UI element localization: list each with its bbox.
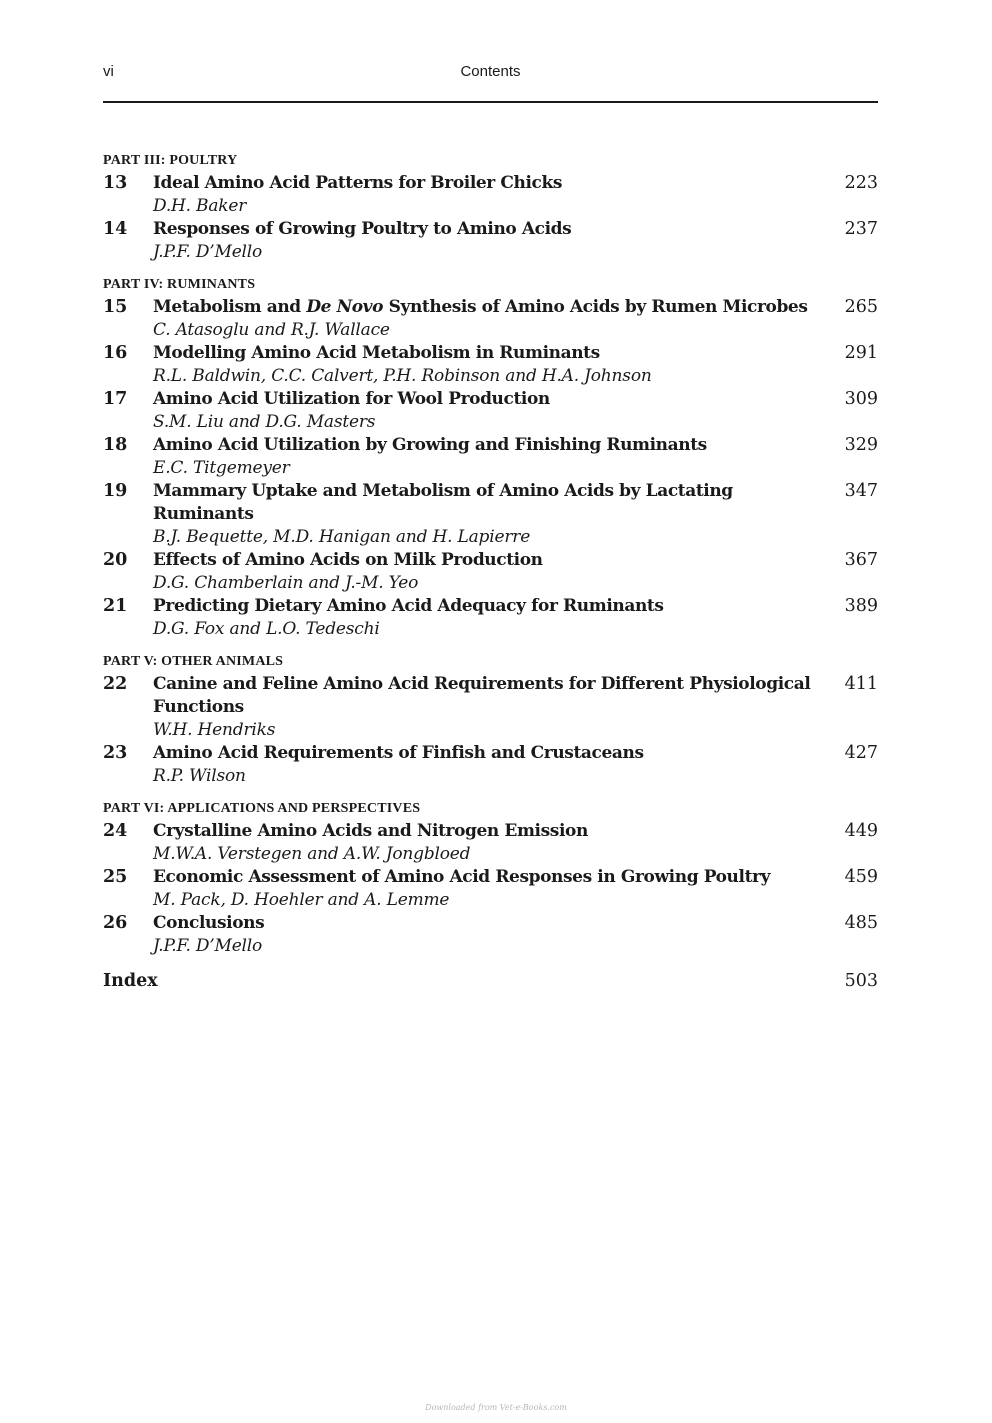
page-number: 237 xyxy=(844,219,878,239)
chapter-title: Conclusions xyxy=(153,913,265,933)
toc-entry-20[interactable] xyxy=(103,549,878,595)
part-heading-applications: PART VI: APPLICATIONS AND PERSPECTIVES xyxy=(103,801,421,816)
chapter-authors: M.W.A. Verstegen and A.W. Jongbloed xyxy=(153,844,471,864)
chapter-number: 18 xyxy=(103,435,128,455)
page-number: 485 xyxy=(844,913,878,933)
chapter-authors: D.G. Fox and L.O. Tedeschi xyxy=(153,619,380,639)
chapter-title-part: Metabolism and xyxy=(153,297,307,317)
running-head xyxy=(103,63,878,83)
chapter-title: Modelling Amino Acid Metabolism in Ruminants xyxy=(153,343,600,363)
chapter-authors: R.P. Wilson xyxy=(153,766,246,786)
chapter-title: Ideal Amino Acid Patterns for Broiler Chicks xyxy=(153,173,563,193)
chapter-title: Predicting Dietary Amino Acid Adequacy for Ruminants xyxy=(153,596,664,616)
page-number: 347 xyxy=(844,481,878,501)
chapter-number: 26 xyxy=(103,913,128,933)
table-of-contents xyxy=(103,152,878,993)
page-number: 427 xyxy=(844,743,878,763)
page-folio: vi xyxy=(103,63,114,80)
chapter-title-line-1: Mammary Uptake and Metabolism of Amino Acids by Lactating xyxy=(153,481,733,501)
chapter-number: 21 xyxy=(103,596,128,616)
toc-entry-index[interactable] xyxy=(103,970,878,993)
part-heading-ruminants: PART IV: RUMINANTS xyxy=(103,277,256,292)
chapter-authors: D.G. Chamberlain and J.-M. Yeo xyxy=(153,573,419,593)
chapter-title: Effects of Amino Acids on Milk Production xyxy=(153,550,543,570)
chapter-title: Amino Acid Utilization by Growing and Finishing Ruminants xyxy=(153,435,707,455)
chapter-title: Economic Assessment of Amino Acid Responses in Growing Poultry xyxy=(153,867,771,887)
chapter-title-line-1: Canine and Feline Amino Acid Requirements for Different Physiological xyxy=(153,674,811,694)
page-number: 411 xyxy=(844,674,878,694)
chapter-title: Crystalline Amino Acids and Nitrogen Emission xyxy=(153,821,588,841)
toc-entry-14[interactable] xyxy=(103,218,878,264)
header-rule xyxy=(103,101,878,103)
chapter-number: 19 xyxy=(103,481,128,501)
running-head-title: Contents xyxy=(460,63,521,80)
chapter-number: 13 xyxy=(103,173,128,193)
chapter-number: 14 xyxy=(103,219,128,239)
page-number: 459 xyxy=(844,867,878,887)
part-heading-poultry: PART III: POULTRY xyxy=(103,153,238,168)
toc-entry-26[interactable] xyxy=(103,912,878,958)
chapter-authors: W.H. Hendriks xyxy=(153,720,276,740)
chapter-authors: C. Atasoglu and R.J. Wallace xyxy=(153,320,390,340)
page-number: 503 xyxy=(844,971,878,991)
chapter-title xyxy=(153,296,822,319)
chapter-title-italic: De Novo xyxy=(306,297,384,317)
chapter-number: 16 xyxy=(103,343,128,363)
page-number: 367 xyxy=(844,550,878,570)
page-number: 449 xyxy=(844,821,878,841)
toc-entry-17[interactable] xyxy=(103,388,878,434)
toc-entry-24[interactable] xyxy=(103,820,878,866)
chapter-authors: R.L. Baldwin, C.C. Calvert, P.H. Robinson and H.A. Johnson xyxy=(153,366,652,386)
toc-entry-21[interactable] xyxy=(103,595,878,641)
chapter-number: 15 xyxy=(103,297,128,317)
chapter-title: Responses of Growing Poultry to Amino Acids xyxy=(153,219,572,239)
page-number: 291 xyxy=(844,343,878,363)
chapter-authors: J.P.F. D’Mello xyxy=(153,242,263,262)
chapter-number: 24 xyxy=(103,821,128,841)
chapter-title: Amino Acid Utilization for Wool Production xyxy=(153,389,550,409)
chapter-title-part: Synthesis of Amino Acids by Rumen Microbes xyxy=(383,297,808,317)
page-number: 309 xyxy=(844,389,878,409)
toc-entry-15[interactable] xyxy=(103,296,878,342)
toc-entry-23[interactable] xyxy=(103,742,878,788)
index-label: Index xyxy=(103,971,158,991)
chapter-number: 17 xyxy=(103,389,128,409)
chapter-number: 22 xyxy=(103,674,128,694)
chapter-authors: E.C. Titgemeyer xyxy=(153,458,290,478)
page-number: 265 xyxy=(844,297,878,317)
chapter-authors: S.M. Liu and D.G. Masters xyxy=(153,412,376,432)
chapter-title-line-2: Functions xyxy=(153,697,244,717)
chapter-authors: D.H. Baker xyxy=(153,196,247,216)
chapter-title-line-2: Ruminants xyxy=(153,504,254,524)
toc-entry-19[interactable] xyxy=(103,480,878,549)
chapter-authors: B.J. Bequette, M.D. Hanigan and H. Lapierre xyxy=(153,527,531,547)
page-number: 223 xyxy=(844,173,878,193)
download-watermark: Downloaded from Vet-e-Books.com xyxy=(425,1403,567,1412)
page-number: 389 xyxy=(844,596,878,616)
toc-entry-25[interactable] xyxy=(103,866,878,912)
chapter-authors: J.P.F. D’Mello xyxy=(153,936,263,956)
chapter-number: 25 xyxy=(103,867,128,887)
chapter-number: 20 xyxy=(103,550,128,570)
chapter-title: Amino Acid Requirements of Finfish and Crustaceans xyxy=(153,743,644,763)
toc-entry-16[interactable] xyxy=(103,342,878,388)
chapter-authors: M. Pack, D. Hoehler and A. Lemme xyxy=(153,890,450,910)
page-number: 329 xyxy=(844,435,878,455)
toc-entry-18[interactable] xyxy=(103,434,878,480)
part-heading-other-animals: PART V: OTHER ANIMALS xyxy=(103,654,284,669)
toc-entry-22[interactable] xyxy=(103,673,878,742)
chapter-number: 23 xyxy=(103,743,128,763)
toc-entry-13[interactable] xyxy=(103,172,878,218)
